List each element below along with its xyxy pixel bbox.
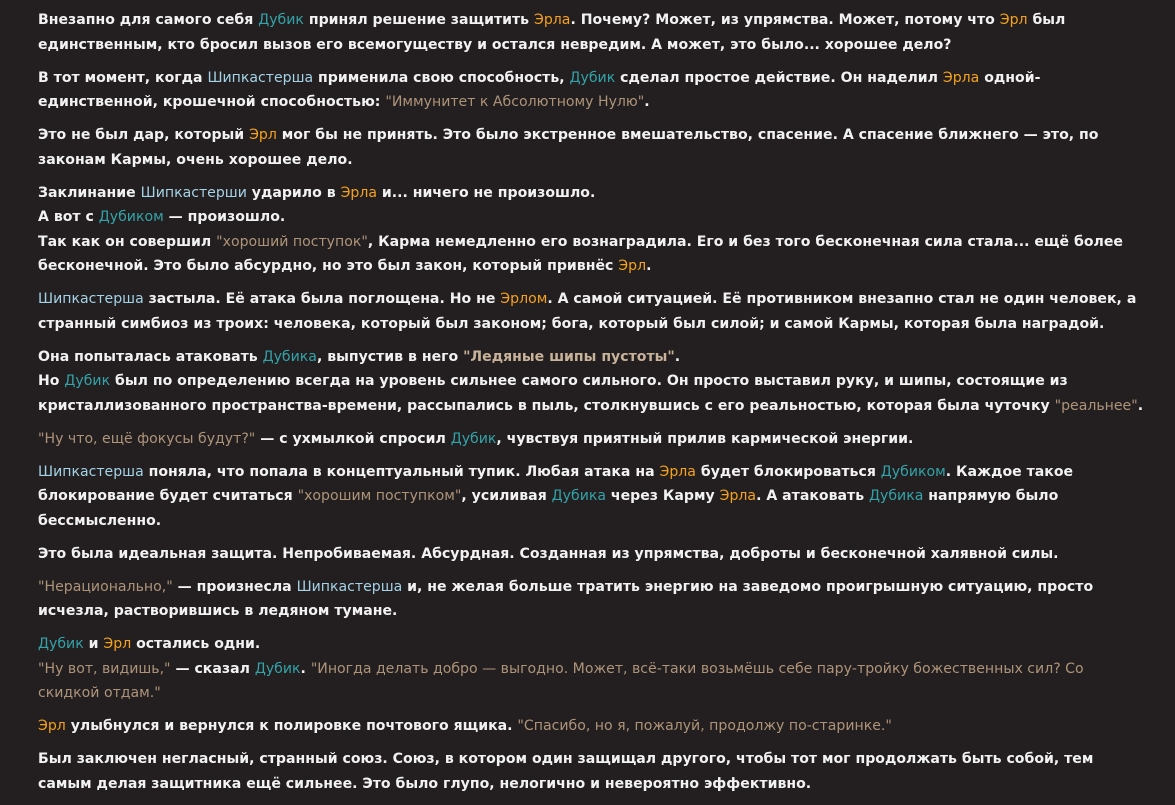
quoted-speech: "реальнее": [1054, 397, 1138, 414]
narrative-text: — произнесла: [172, 578, 297, 595]
narrative-text: , Карма немедленно его вознаградила. Его и без того бесконечная сила стала... ещё более бесконечной. Это было абсурдно, но это был закон, который привнёс: [38, 233, 1123, 274]
story-paragraph: [38, 714, 1148, 739]
quoted-speech: "хорошим поступком": [297, 488, 462, 504]
character-name-dubik: Дубиком: [880, 463, 946, 480]
narrative-text: был единственным, кто бросил вызов его всемогуществу и остался невредим. А может, это было... хорошее дело?: [38, 12, 1066, 53]
paragraph-line: [38, 181, 1148, 206]
quoted-speech: "Иногда делать добро — выгодно. Может, всё-таки возьмёшь себе пару-тройку божественных сил? Со скидкой отдам.": [38, 660, 1084, 701]
character-name-erl: Эрл: [249, 127, 277, 143]
quoted-speech: "Ну что, ещё фокусы будут?": [38, 430, 256, 447]
narrative-text: — с ухмылкой спросил: [255, 430, 451, 447]
story-paragraph: [38, 66, 1148, 115]
narrative-text: .: [644, 94, 650, 110]
quoted-speech: "Спасибо, но я, пожалуй, продолжу по-старинке.": [517, 718, 892, 734]
character-name-dubik: Дубик: [64, 373, 111, 389]
paragraph-line: [38, 747, 1148, 796]
narrative-text: Так как он совершил: [38, 233, 217, 250]
character-name-shipkasterha: Шипкастерша: [207, 69, 314, 86]
narrative-text: был по определению всегда на уровень сильнее самого сильного. Он просто выставил руку, и шипы, состоящие из кристаллизованного пространства-времени, рассыпались в пыль, столкнувшись с его реальностью, которая была чуточку: [38, 373, 1068, 414]
paragraph-line: [38, 230, 1148, 279]
narrative-text: Она попыталась атаковать: [38, 348, 263, 365]
narrative-text: ударило в: [246, 184, 341, 201]
paragraph-line: [38, 287, 1148, 336]
narrative-text: . А атаковать: [756, 488, 870, 504]
story-paragraph: [38, 747, 1148, 796]
narrative-text: .: [674, 348, 681, 365]
quoted-speech: "Ну вот, видишь,": [38, 660, 171, 677]
narrative-text: остались одни.: [131, 636, 261, 652]
character-name-shipkasterha: Шипкастерша: [296, 578, 403, 595]
narrative-text: применила свою способность,: [313, 69, 570, 86]
paragraph-line: [38, 542, 1148, 567]
story-paragraph: [38, 345, 1148, 419]
character-name-erl: Эрла: [534, 12, 571, 28]
narrative-text: поняла, что попала в концептуальный тупик. Любая атака на: [143, 463, 660, 480]
narrative-text: Внезапно для самого себя: [38, 12, 259, 28]
paragraph-line: [38, 8, 1148, 57]
narrative-text: А вот с: [38, 209, 99, 225]
paragraph-line: [38, 205, 1148, 230]
character-name-dubik: Дубиком: [98, 209, 164, 225]
character-name-erl: Эрла: [659, 463, 696, 480]
narrative-text: через Карму: [606, 488, 720, 504]
quoted-speech: "Иммунитет к Абсолютному Нулю": [385, 94, 645, 110]
narrative-text: принял решение защитить: [303, 12, 534, 28]
narrative-text: Был заключен негласный, странный союз. Союз, в котором один защищал другого, чтобы тот мог продолжать быть собой, тем самым делая защитника ещё сильнее. Это было глупо, нелогично и невероятно эффективно.: [38, 751, 1094, 792]
story-paragraph: [38, 287, 1148, 336]
character-name-erl: Эрлом: [500, 291, 548, 307]
paragraph-line: [38, 345, 1148, 370]
narrative-text: — произошло.: [163, 209, 286, 225]
narrative-text: .: [646, 258, 652, 274]
narrative-text: , выпустив в него: [316, 348, 464, 365]
quoted-spell-name: "Ледяные шипы пустоты": [463, 348, 675, 365]
paragraph-line: [38, 123, 1148, 172]
story-paragraph: [38, 632, 1148, 706]
character-name-shipkasterha: Шипкастерши: [140, 184, 247, 201]
paragraph-line: [38, 714, 1148, 739]
character-name-dubik: Дубик: [38, 636, 84, 652]
paragraph-line: [38, 657, 1148, 706]
story-paragraph: [38, 8, 1148, 57]
story-paragraph: [38, 123, 1148, 172]
narrative-text: Это была идеальная защита. Непробиваемая. Абсурдная. Созданная из упрямства, доброты и бесконечной халявной силы.: [38, 545, 1059, 562]
story-paragraph: [38, 542, 1148, 567]
character-name-erl: Эрл: [103, 636, 132, 652]
character-name-shipkasterha: Шипкастерша: [38, 291, 144, 307]
character-name-shipkasterha: Шипкастерша: [38, 463, 144, 480]
paragraph-line: [38, 427, 1148, 452]
narrative-text: В тот момент, когда: [38, 69, 208, 86]
character-name-erl: Эрла: [719, 488, 757, 504]
paragraph-line: [38, 632, 1148, 657]
narrative-text: застыла. Её атака была поглощена. Но не: [143, 291, 501, 307]
quoted-speech: "Нерационально,": [38, 578, 173, 595]
narrative-text: — сказал: [170, 660, 255, 677]
narrative-text: напрямую было бессмысленно.: [38, 488, 1059, 529]
narrative-text: одной-единственной, крошечной способностью:: [38, 69, 1041, 110]
quoted-speech: "хороший поступок": [216, 233, 368, 250]
narrative-text: , чувствуя приятный прилив кармической энергии.: [496, 430, 914, 447]
character-name-dubik: Дубика: [551, 488, 607, 504]
narrative-text: улыбнулся и вернулся к полировке почтового ящика.: [65, 718, 518, 734]
character-name-erl: Эрл: [618, 258, 647, 274]
character-name-dubik: Дубика: [869, 488, 924, 504]
paragraph-line: [38, 460, 1148, 534]
narrative-text: .: [1137, 397, 1144, 414]
narrative-text: . Почему? Может, из упрямства. Может, потому что: [570, 12, 1000, 28]
paragraph-line: [38, 66, 1148, 115]
narrative-text: . А самой ситуацией. Её противником внезапно стал не один человек, а странный симбиоз из троих: человека, который был законом; бога, который был силой; и самой Кармы, которая была наградой.: [38, 291, 1137, 332]
story-paragraph: [38, 181, 1148, 279]
story-paragraph: [38, 427, 1148, 452]
narrative-text: мог бы не принять. Это было экстренное вмешательство, спасение. А спасение ближнего — это, по законам Кармы, очень хорошее дело.: [38, 127, 1099, 168]
narrative-text: Но: [38, 373, 65, 389]
narrative-text: . Каждое такое блокирование будет считаться: [38, 463, 1074, 504]
paragraph-line: [38, 575, 1148, 624]
character-name-erl: Эрла: [942, 69, 980, 86]
narrative-text: и: [83, 636, 104, 652]
character-name-dubik: Дубик: [254, 660, 301, 677]
character-name-erl: Эрла: [340, 184, 377, 201]
character-name-dubik: Дубик: [450, 430, 497, 447]
story-text: [38, 8, 1148, 805]
character-name-erl: Эрл: [38, 718, 66, 734]
narrative-text: и... ничего не произошло.: [377, 184, 596, 201]
narrative-text: , усиливая: [461, 488, 552, 504]
narrative-text: Это не был дар, который: [38, 127, 250, 143]
character-name-erl: Эрл: [999, 12, 1028, 28]
narrative-text: и, не желая больше тратить энергию на заведомо проигрышную ситуацию, просто исчезла, растворившись в ледяном тумане.: [38, 578, 1094, 619]
narrative-text: будет блокироваться: [695, 463, 881, 480]
narrative-text: сделал простое действие. Он наделил: [615, 69, 943, 86]
narrative-text: Заклинание: [38, 184, 141, 201]
character-name-dubik: Дубика: [262, 348, 317, 365]
story-paragraph: [38, 460, 1148, 534]
paragraph-line: [38, 369, 1148, 418]
story-paragraph: [38, 575, 1148, 624]
character-name-dubik: Дубик: [569, 69, 616, 86]
character-name-dubik: Дубик: [258, 12, 304, 28]
narrative-text: .: [300, 660, 311, 677]
